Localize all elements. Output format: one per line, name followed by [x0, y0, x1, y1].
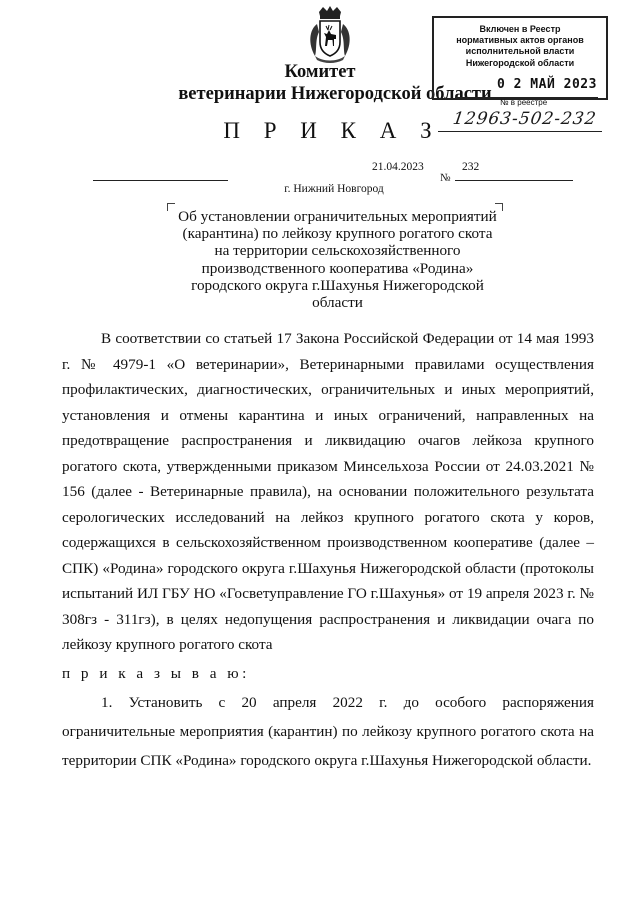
title-line: на территории сельскохозяйственного: [214, 242, 461, 260]
order-word: п р и к а з ы в а ю:: [62, 665, 250, 682]
title-line: области: [312, 294, 363, 312]
coat-of-arms-icon: [303, 6, 357, 64]
organization-name-line1: Комитет: [284, 62, 356, 82]
document-type-heading: П Р И К А З: [223, 118, 441, 143]
order-title: [165, 208, 510, 311]
organization-name-line2: ветеринарии Нижегородской области: [178, 84, 492, 104]
stamp-line: Включен в Реестр: [479, 24, 561, 34]
registry-number-handwritten: 12963-502-232: [451, 109, 598, 129]
order-number: 232: [462, 161, 480, 173]
divider: [438, 131, 602, 132]
divider: [93, 180, 228, 181]
city: г. Нижний Новгород: [284, 183, 384, 195]
stamp-line: исполнительной власти: [465, 46, 575, 57]
order-item-1: 1. Установить с 20 апреля 2022 г. до особого распоряжения ограничительные мероприятия (карантин) по лейкозу крупного рогатого скота на территории СПК «Родина» городского округа г.Шахунья Нижегородской области.: [62, 694, 594, 769]
number-sign: №: [440, 172, 451, 184]
preamble-paragraph: В соответствии со статьей 17 Закона Российской Федерации от 14 мая 1993 г. № 4979-1 «О ветеринарии», Ветеринарными правилами осуществления профилактических, диагностических, ограничительных и иных мероприятий, установления и отмены карантина и иных ограничений, направленных на предотвращение распространения и ликвидацию очагов лейкоза крупного рогатого скота, утвержденными приказом Минсельхоза России от 24.03.2021 № 156 (далее - Ветеринарные правила), на основании положительного результата серологических исследований на лейкоз крупного рогатого скота у коров, содержащихся в сельскохозяйственном производственном кооперативе (далее – СПК) «Родина» городского округа г.Шахунья Нижегородской области (протоколы испытаний ИЛ ГБУ НО «Госветуправление ГО г.Шахунья» от 19 апреля 2023 г. № 308гз - 311гз), в целях недопущения распространения и ликвидации очага по лейкозу крупного рогатого скота: [62, 330, 594, 653]
order-date: 21.04.2023: [372, 161, 424, 173]
divider: [455, 180, 573, 181]
title-line: (карантина) по лейкозу крупного рогатого скота: [182, 225, 493, 243]
title-line: городского округа г.Шахунья Нижегородской: [191, 276, 484, 294]
stamp-line: Нижегородской области: [465, 57, 575, 68]
registry-label: № в реестре: [500, 98, 548, 107]
title-line: производственного кооператива «Родина»: [201, 259, 474, 277]
title-line: Об установлении ограничительных мероприятий: [178, 208, 497, 225]
stamp-date: 0 2 МАЙ 2023: [497, 77, 597, 92]
stamp-line: нормативных актов органов: [456, 35, 584, 46]
